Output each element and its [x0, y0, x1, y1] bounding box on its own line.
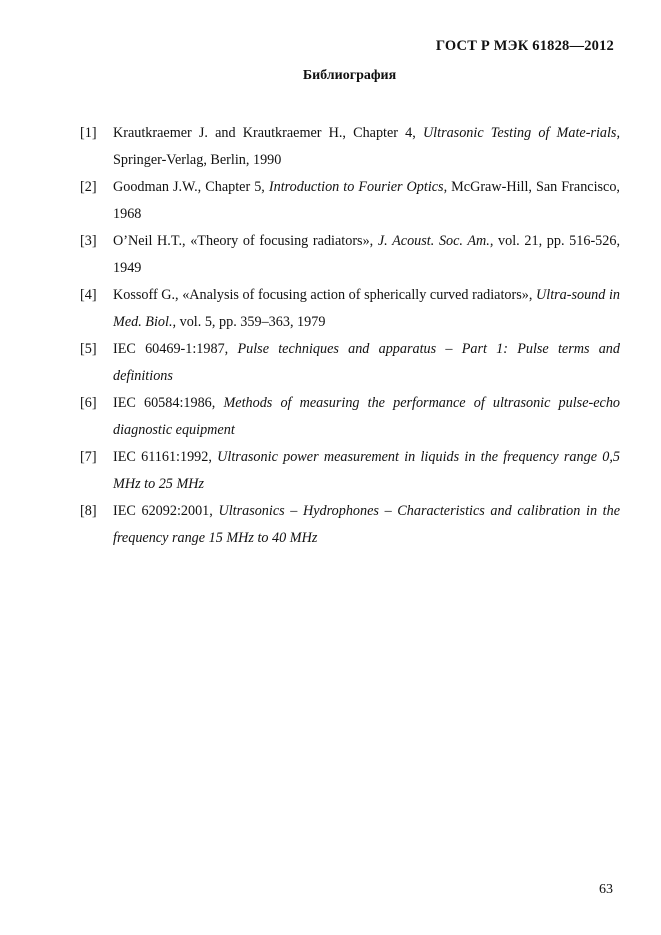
bibliography-item	[80, 282, 620, 336]
reference-text	[113, 282, 620, 336]
reference-tail: , McGraw-Hill, San Francisco, 1968	[113, 179, 620, 222]
bibliography-list	[80, 120, 620, 552]
reference-number: [8]	[80, 503, 97, 519]
reference-lead: IEC 60584:1986,	[113, 395, 224, 411]
reference-italic-title: Pulse techniques and apparatus – Part 1: Pulse terms and definitions	[113, 341, 620, 384]
reference-italic-title: Introduction to Fourier Optics	[268, 179, 444, 195]
reference-italic-title: Ultrasonic Testing of Mate-rials,	[422, 125, 620, 141]
reference-text	[113, 444, 620, 498]
reference-text	[113, 120, 620, 174]
reference-italic-title: Ultrasonics – Hydrophones – Characteristics and calibration in the frequency range 15 MHz to 40 MHz	[113, 503, 620, 546]
bibliography-item	[80, 174, 620, 228]
reference-tail: vol. 21, pp. 516-526, 1949	[113, 233, 621, 276]
reference-text	[113, 390, 620, 444]
reference-lead: Krautkraemer J. and Krautkraemer H., Chapter 4,	[113, 125, 423, 141]
reference-lead: IEC 60469-1:1987,	[113, 341, 238, 357]
bibliography-item	[80, 444, 620, 498]
document-standard-header: ГОСТ Р МЭК 61828—2012	[435, 38, 614, 54]
reference-tail: Springer-Verlag, Berlin, 1990	[113, 152, 282, 168]
reference-text	[113, 174, 620, 228]
reference-italic-title: Ultra-sound in Med. Biol.,	[113, 287, 620, 330]
bibliography-item	[80, 498, 620, 552]
reference-lead: Kossoff G., «Analysis of focusing action of spherically curved radiators»,	[113, 287, 536, 303]
reference-italic-title: Ultrasonic power measurement in liquids in the frequency range 0,5 MHz to 25 MHz	[113, 449, 620, 492]
reference-text	[113, 336, 620, 390]
reference-number: [3]	[80, 233, 97, 249]
reference-number: [1]	[80, 125, 97, 141]
reference-number: [2]	[80, 179, 97, 195]
bibliography-item	[80, 120, 620, 174]
reference-text	[113, 228, 620, 282]
reference-number: [6]	[80, 395, 97, 411]
bibliography-item	[80, 390, 620, 444]
reference-text	[113, 498, 620, 552]
reference-lead: IEC 61161:1992,	[113, 449, 218, 465]
bibliography-item	[80, 228, 620, 282]
reference-lead: Goodman J.W., Chapter 5,	[113, 179, 269, 195]
reference-lead: IEC 62092:2001,	[113, 503, 219, 519]
page-number: 63	[599, 882, 613, 897]
bibliography-item	[80, 336, 620, 390]
reference-number: [7]	[80, 449, 97, 465]
reference-number: [5]	[80, 341, 97, 357]
page-title: Библиография	[302, 68, 397, 83]
reference-lead: O’Neil H.T., «Theory of focusing radiators»,	[113, 233, 378, 249]
reference-number: [4]	[80, 287, 97, 303]
reference-italic-title: J. Acoust. Soc. Am.,	[377, 233, 494, 249]
reference-italic-title: Methods of measuring the performance of ultrasonic pulse-echo diagnostic equipment	[113, 395, 621, 438]
reference-tail: vol. 5, pp. 359–363, 1979	[176, 314, 326, 330]
